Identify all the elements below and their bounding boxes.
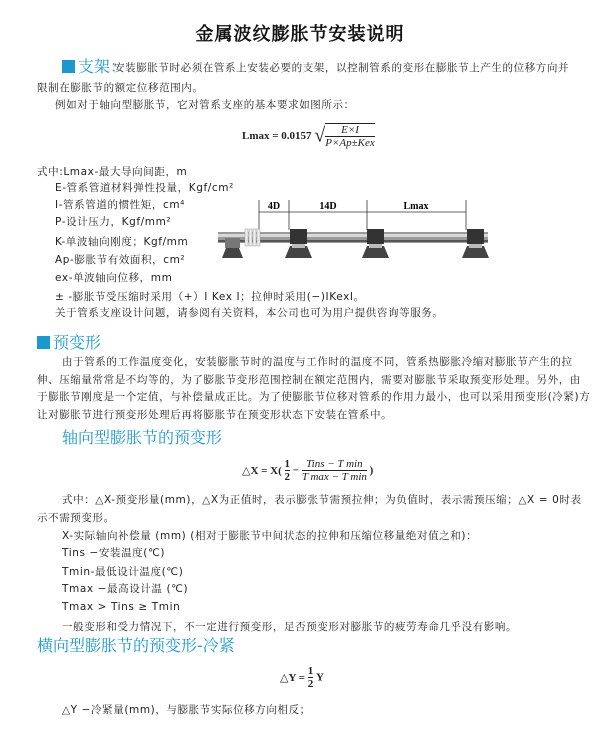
axial-text-line: Tmax −最高设计温 (℃) (62, 583, 189, 595)
sqrt-symbol: √ (314, 124, 326, 147)
def-line: ex-单波轴向位移，mm (55, 272, 173, 284)
axial-text-line: X-实际轴向补偿量 (mm) (相对于膨胀节中间状态的拉伸和压缩位移量绝对值之和)： (62, 530, 478, 542)
half-den: 2 (307, 678, 314, 690)
formula-rhs: Y (316, 671, 324, 684)
def-line: E-管系管道材料弹性投量，Kgf/cm² (55, 182, 234, 194)
def-line: ± -膨胀节受压缩时采用（+）I Kex I；拉伸时采用(−)IKexI。 (55, 291, 365, 303)
def-line: I-管系管道的惯性矩，cm⁴ (55, 199, 185, 211)
predeform-para-line: 于膨胀节刚度是一个定值，与补偿量成正比。为了使膨胀节位移对管系的作用力最小，也可以采用预变形(冷紧)方 (37, 391, 591, 403)
predeform-para-line: 让对膨胀节进行预变形处理后再将膨胀节在预变形状态下安装在管系中。 (37, 409, 393, 421)
minus: − (292, 464, 300, 477)
predeform-para-line: 伸、压缩量常常是不均等的，为了膨胀节变形范围控制在额定范围内，需要对膨胀节采取预变形处理。另外，由 (37, 374, 581, 386)
predeform-para-line: 由于管系的工作温度变化，安装膨胀节时的温度与工作时的温度不同，管系热膨胀冷缩对膨胀节产生的拉 (62, 356, 573, 368)
axial-text-line: 一般变形和受力情况下，不一定进行预变形，足否预变形对膨胀节的疲劳寿命几乎没有影响。 (62, 621, 518, 633)
predeform-heading-text: 预变形 (53, 333, 102, 352)
formula-numerator: Tins − T min (302, 458, 367, 471)
support-para-line1: 安装膨胀节时必须在管系上安装必要的支架，以控制管系的变形在膨胀节上产生的位移方向并 (114, 62, 570, 74)
formula-lhs: Lmax = 0.0157 (242, 130, 312, 142)
dim-label-14d: 14D (319, 201, 337, 212)
dim-label-lmax: Lmax (403, 201, 429, 212)
axial-heading: 轴向型膨胀节的预变形 (62, 428, 223, 447)
def-line: 关于管系支座设计问题，请参阅有关资料，本公司也可为用户提供咨询等服务。 (55, 307, 444, 319)
axial-text-line: Tmin-最低设计温度(℃) (62, 566, 184, 578)
support-example: 例如对于轴向型膨胀节，它对管系支座的基本要求如图所示： (55, 99, 355, 111)
formula-lhs: △Y = (280, 672, 306, 684)
page-title: 金属波纹膨胀节安装说明 (195, 24, 405, 45)
axial-text-line: 示不需预变形。 (37, 512, 115, 524)
def-line: Ap-膨胀节有效面积，cm² (55, 254, 186, 266)
def-line: P-设计压力，Kgf/mm² (55, 216, 172, 228)
half-num: 1 (284, 458, 291, 470)
anchor-block (225, 238, 240, 248)
half-den: 2 (284, 471, 291, 483)
half-num: 1 (307, 665, 314, 677)
formula-numerator: E×I (325, 124, 375, 137)
def-line: 式中:Lmax-最大导向间距，m (37, 166, 188, 178)
formula-lhs: △X = X( (242, 465, 282, 477)
predeform-heading (37, 333, 101, 353)
axial-text-line: 式中：△X-预变形量(mm)，△X为正值时，表示膨张节需预拉伸；为负值时，表示需预压缩；△X = 0时表 (62, 494, 582, 506)
def-line: K-单波轴向刚度；Kgf/mm (55, 236, 189, 248)
formula-denominator: P×Ap±Kex (325, 137, 375, 149)
square-bullet-icon (37, 336, 50, 349)
axial-formula (242, 458, 373, 483)
axial-text-line: Tins −安装温度(℃) (62, 547, 166, 559)
support-heading-text: 支架： (78, 57, 127, 76)
formula-denominator: T max − T min (301, 471, 367, 483)
close-paren: ) (369, 464, 374, 477)
lateral-heading: 横向型膨胀节的预变形-冷紧 (37, 636, 235, 655)
support-para-line2: 限制在膨胀节的额定位移范围内。 (37, 82, 204, 94)
dim-label-4d: 4D (267, 201, 281, 212)
lateral-formula (280, 665, 324, 690)
axial-text-line: Tmax > Tins ≥ Tmin (62, 601, 181, 613)
lateral-text: △Y −冷紧量(mm)，与膨胀节实际位移方向相反； (62, 704, 311, 716)
